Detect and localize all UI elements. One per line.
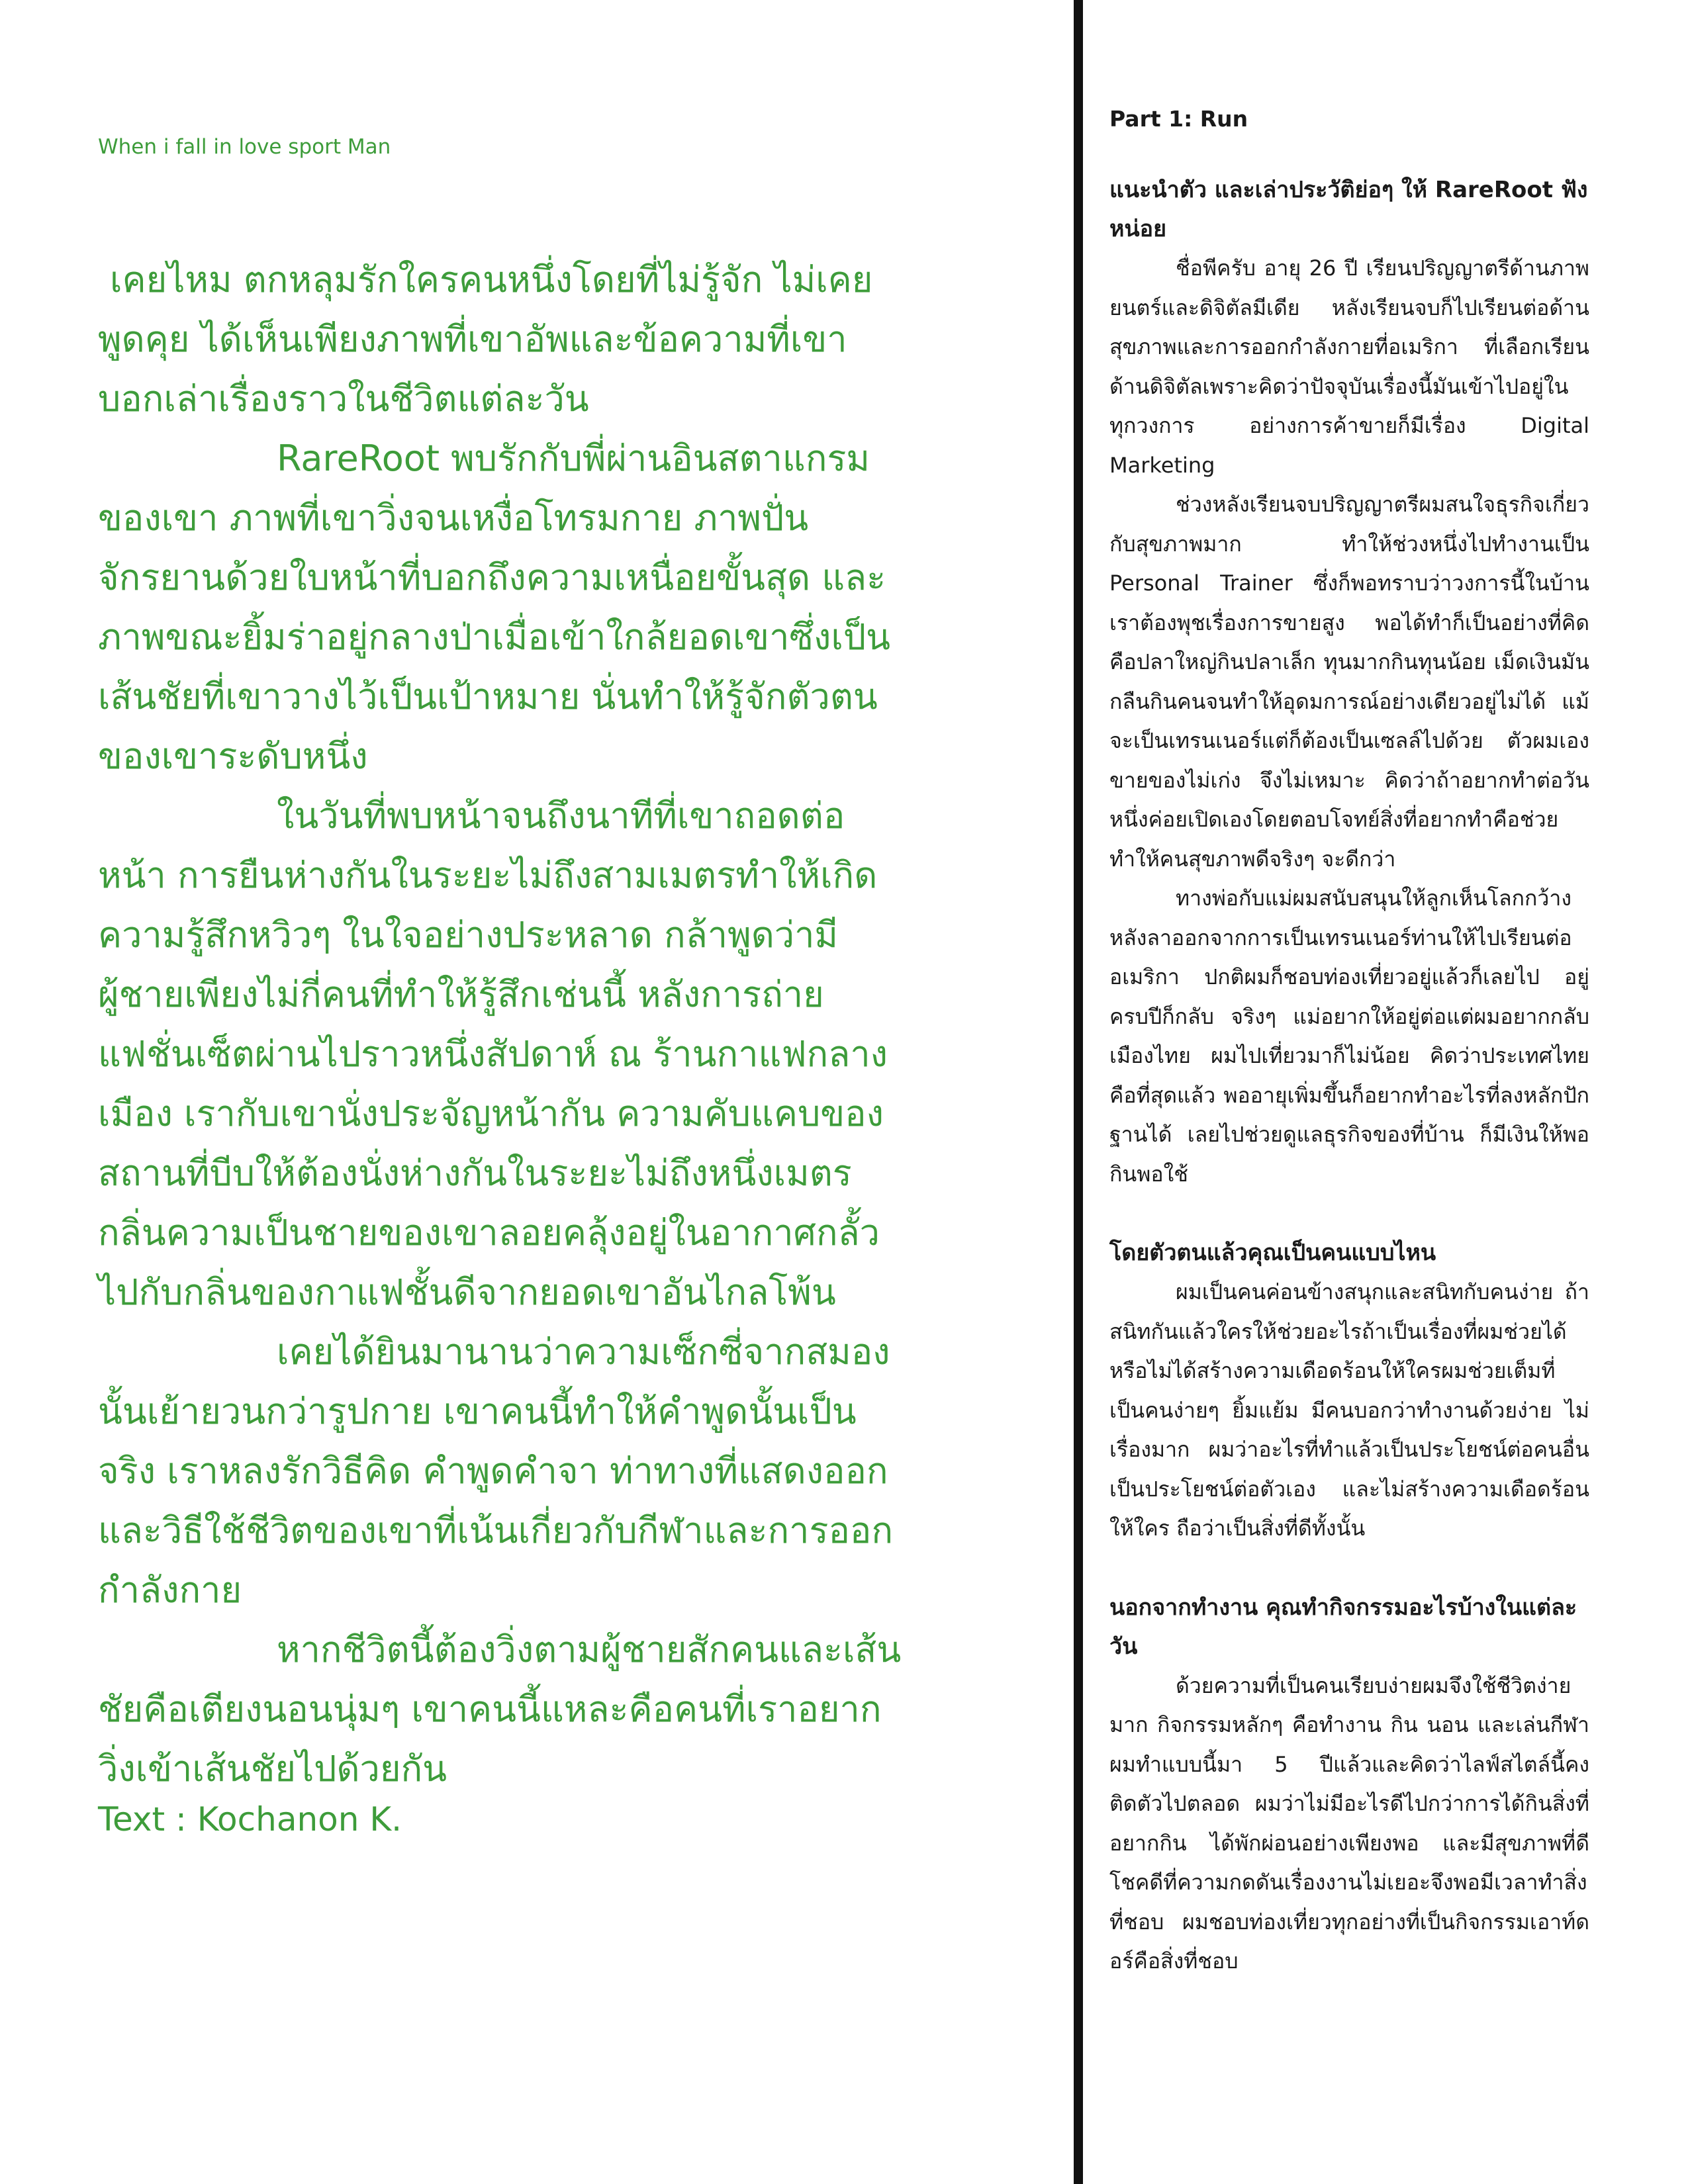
answer-2-paragraph-1: ผมเป็นคนค่อนข้างสนุกและสนิทกับคนง่าย ถ้าสนิทกันแล้วใครให้ช่วยอะไรถ้าเป็นเรื่องที่ผมช่วยได้หรือไม่ได้สร้างความเดือดร้อนให้ใครผมช่วยเต็มที่ เป็นคนง่ายๆ ยิ้มแย้ม มีคนบอกว่าทำงานด้วยง่าย ไม่เรื่องมาก ผมว่าอะไรที่ทำแล้วเป็นประโยชน์ต่อคนอื่น เป็นประโยชน์ต่อตัวเอง และไม่สร้างความเดือดร้อนให้ใคร ถือว่าเป็นสิ่งที่ดีทั้งนั้น	[1109, 1279, 1589, 1541]
section-gap	[1109, 1549, 1589, 1588]
column-divider	[1074, 0, 1083, 2184]
answer-1-paragraph-1: ชื่อพีครับ อายุ 26 ปี เรียนปริญญาตรีด้านภาพยนตร์และดิจิตัลมีเดีย หลังเรียนจบก็ไปเรียนต่อด้านสุขภาพและการออกกำลังกายที่อเมริกา ที่เลือกเรียนด้านดิจิตัลเพราะคิดว่าปัจจุบันเรื่องนี้มันเข้าไปอยู่ในทุกวงการ อย่างการค้าขายก็มีเรื่อง Digital Marketing	[1109, 255, 1589, 478]
running-header: When i fall in love sport Man	[98, 135, 391, 159]
question-1: แนะนำตัว และเล่าประวัติย่อๆ ให้ RareRoot ฟังหน่อย	[1109, 177, 1588, 242]
section-gap	[1109, 1194, 1589, 1234]
feature-text	[98, 250, 912, 1799]
question-2: โดยตัวตนแล้วคุณเป็นคนแบบไหน	[1109, 1240, 1436, 1266]
question-3: นอกจากทำงาน คุณทำกิจกรรมอะไรบ้างในแต่ละวัน	[1109, 1594, 1577, 1660]
author-credit: Text : Kochanon K.	[98, 1800, 402, 1839]
answer-3-paragraph-1: ด้วยความที่เป็นคนเรียบง่ายผมจึงใช้ชีวิตง่ายมาก กิจกรรมหลักๆ คือทำงาน กิน นอน และเล่นกีฬา ผมทำแบบนี้มา 5 ปีแล้วและคิดว่าไลฟ์สไตล์นี้คงติดตัวไปตลอด ผมว่าไม่มีอะไรดีไปกว่าการได้กินสิ่งที่อยากกิน ได้พักผ่อนอย่างเพียงพอ และมีสุขภาพที่ดี โชคดีที่ความกดดันเรื่องงานไม่เยอะจึงพอมีเวลาทำสิ่งที่ชอบ ผมชอบท่องเที่ยวทุกอย่างที่เป็นกิจกรรมเอาท์ดอร์คือสิ่งที่ชอบ	[1109, 1672, 1589, 1974]
feature-paragraph-3: ในวันที่พบหน้าจนถึงนาทีที่เขาถอดต่อหน้า การยืนห่างกันในระยะไม่ถึงสามเมตรทำให้เกิดความรู้สึกหวิวๆ ในใจอย่างประหลาด กล้าพูดว่ามีผู้ชายเพียงไม่กี่คนที่ทำให้รู้สึกเช่นนี้ หลังการถ่ายแฟชั่นเซ็ตผ่านไปราวหนึ่งสัปดาห์ ณ ร้านกาแฟกลางเมือง เรากับเขานั่งประจัญหน้ากัน ความคับแคบของสถานที่บีบให้ต้องนั่งห่างกันในระยะไม่ถึงหนึ่งเมตร กลิ่นความเป็นชายของเขาลอยคลุ้งอยู่ในอากาศกลั้วไปกับกลิ่นของกาแฟชั้นดีจากยอดเขาอันไกลโพ้น	[98, 795, 888, 1313]
feature-paragraph-2: RareRoot พบรักกับพี่ผ่านอินสตาแกรมของเขา ภาพที่เขาวิ่งจนเหงื่อโทรมกาย ภาพปั่นจักรยานด้วยใบหน้าที่บอกถึงความเหนื่อยขั้นสุด และภาพขณะยิ้มร่าอยู่กลางป่าเมื่อเข้าใกล้ยอดเขาซึ่งเป็นเส้นชัยที่เขาวางไว้เป็นเป้าหมาย นั่นทำให้รู้จักตัวตนของเขาระดับหนึ่ง	[98, 437, 891, 777]
feature-paragraph-4: เคยได้ยินมานานว่าความเซ็กซี่จากสมองนั้นเย้ายวนกว่ารูปกาย เขาคนนี้ทำให้คำพูดนั้นเป็นจริง เราหลงรักวิธีคิด คำพูดคำจา ท่าทางที่แสดงออก และวิธีใช้ชีวิตของเขาที่เน้นเกี่ยวกับกีฬาและการออกกำลังกาย	[98, 1331, 894, 1611]
feature-paragraph-1: เคยไหม ตกหลุมรักใครคนหนึ่งโดยที่ไม่รู้จัก ไม่เคยพูดคุย ได้เห็นเพียงภาพที่เขาอัพและข้อความที่เขาบอกเล่าเรื่องราวในชีวิตแต่ละวัน	[98, 259, 873, 420]
feature-paragraph-5: หากชีวิตนี้ต้องวิ่งตามผู้ชายสักคนและเส้นชัยคือเตียงนอนนุ่มๆ เขาคนนี้แหละคือคนที่เราอยากวิ่งเข้าเส้นชัยไปด้วยกัน	[98, 1629, 902, 1790]
answer-1-paragraph-2: ช่วงหลังเรียนจบปริญญาตรีผมสนใจธุรกิจเกี่ยวกับสุขภาพมาก ทำให้ช่วงหนึ่งไปทำงานเป็น Personal Trainer ซึ่งก็พอทราบว่าวงการนี้ในบ้านเราต้องพุชเรื่องการขายสูง พอได้ทำก็เป็นอย่างที่คิด คือปลาใหญ่กินปลาเล็ก ทุนมากกินทุนน้อย เม็ดเงินมันกลืนกินคนจนทำให้อุดมการณ์อย่างเดียวอยู่ไม่ได้ แม้จะเป็นเทรนเนอร์แต่ก็ต้องเป็นเซลล์ไปด้วย ตัวผมเองขายของไม่เก่ง จึงไม่เหมาะ คิดว่าถ้าอยากทำต่อวันหนึ่งค่อยเปิดเองโดยตอบโจทย์สิ่งที่อยากทำคือช่วยทำให้คนสุขภาพดีจริงๆ จะดีกว่า	[1109, 492, 1589, 872]
part-title: Part 1: Run	[1109, 106, 1248, 132]
interview-column	[1109, 99, 1589, 1981]
answer-1-paragraph-3: ทางพ่อกับแม่ผมสนับสนุนให้ลูกเห็นโลกกว้าง หลังลาออกจากการเป็นเทรนเนอร์ท่านให้ไปเรียนต่ออเมริกา ปกติผมก็ชอบท่องเที่ยวอยู่แล้วก็เลยไป อยู่ครบปีก็กลับ จริงๆ แม่อยากให้อยู่ต่อแต่ผมอยากกลับเมืองไทย ผมไปเที่ยวมาก็ไม่น้อย คิดว่าประเทศไทยคือที่สุดแล้ว พออายุเพิ่มขึ้นก็อยากทำอะไรที่ลงหลักปักฐานได้ เลยไปช่วยดูแลธุรกิจของที่บ้าน ก็มีเงินให้พอกินพอใช้	[1109, 886, 1589, 1187]
